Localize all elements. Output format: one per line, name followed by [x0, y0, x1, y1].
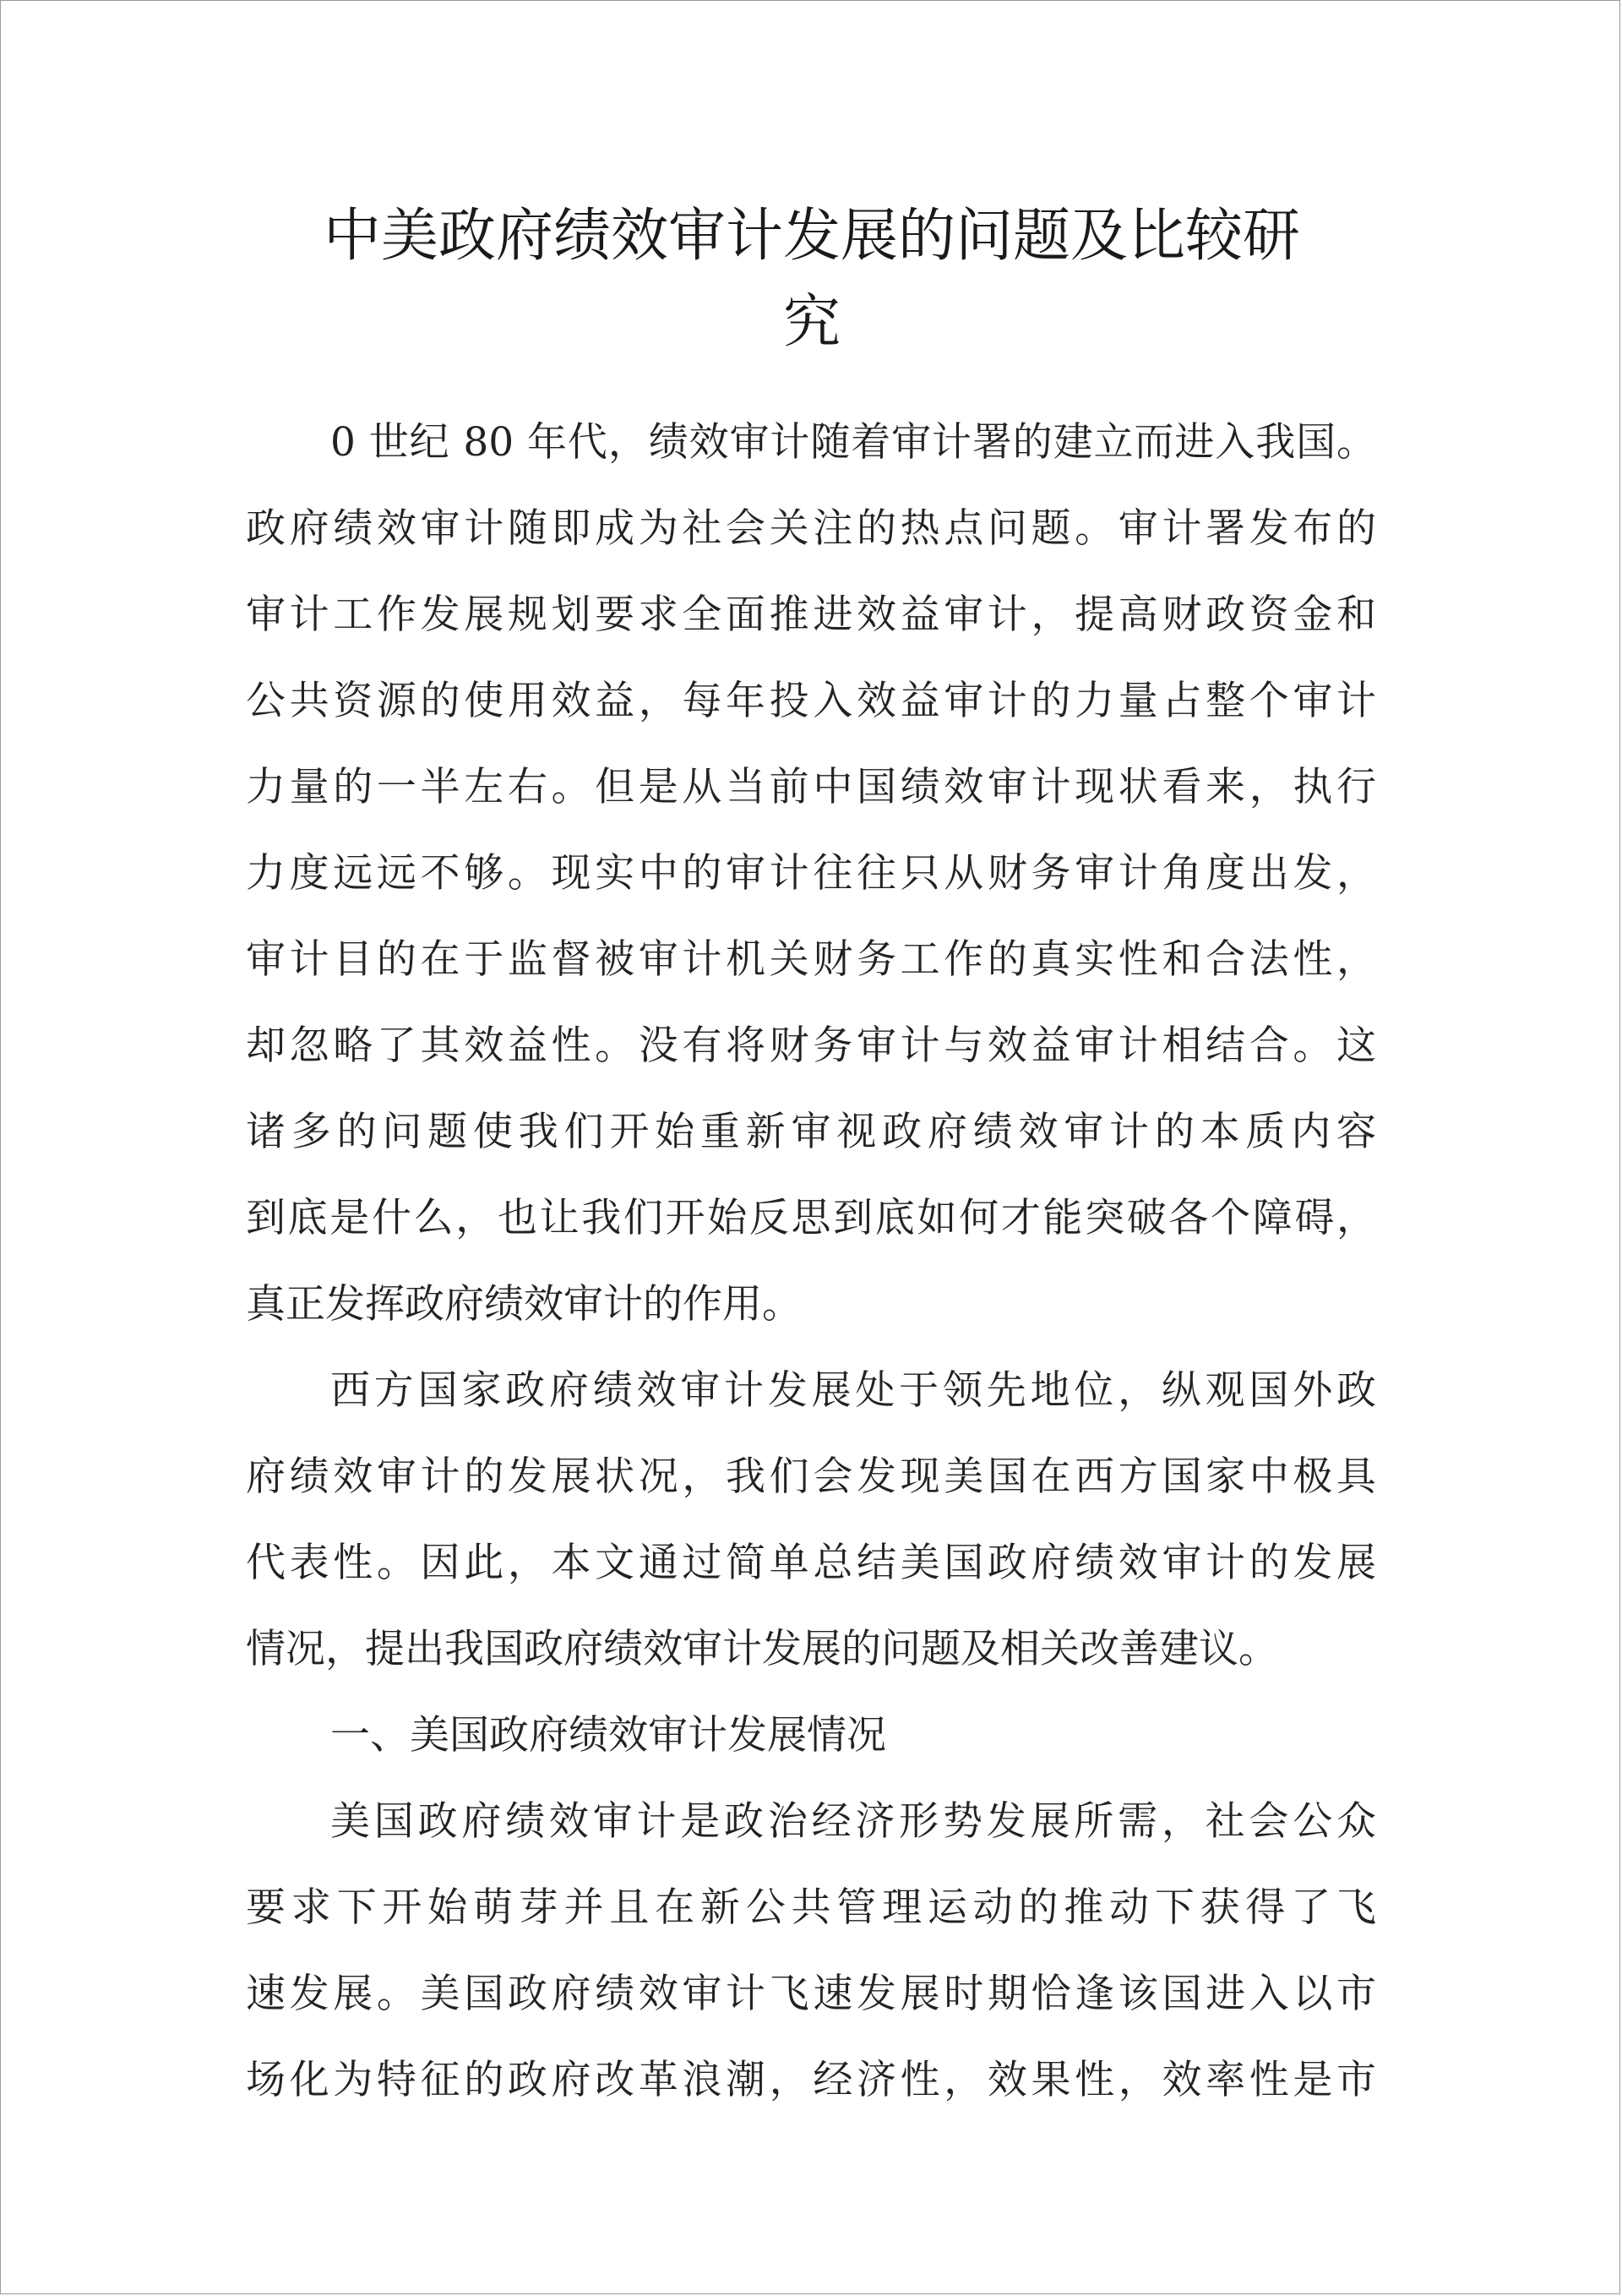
text-line: 真正发挥政府绩效审计的作用。: [246, 1281, 802, 1328]
text-line: 美国政府绩效审计是政治经济形势发展所需，社会公众: [330, 1798, 1376, 1845]
section-heading: [246, 1693, 1376, 1779]
text-line: 代表性。因此，本文通过简单总结美国政府绩效审计的发展: [246, 1540, 1376, 1586]
text-line: 到底是什么，也让我们开始反思到底如何才能突破各个障碍，: [246, 1195, 1376, 1241]
document-body: [246, 400, 1376, 2124]
text-line: 西方国家政府绩效审计发展处于领先地位，纵观国外政: [330, 1367, 1376, 1414]
text-line: 0 世纪 80 年代，绩效审计随着审计署的建立而进入我国。: [330, 419, 1376, 466]
text-line: 速发展。美国政府绩效审计飞速发展时期恰逢该国进入以市: [246, 1971, 1376, 2017]
document-title: [246, 194, 1378, 366]
text-line: 情况，提出我国政府绩效审计发展的问题及相关改善建议。: [246, 1626, 1278, 1672]
title-line-1: 中美政府绩效审计发展的问题及比较研: [323, 203, 1300, 270]
title-line-2: 究: [782, 289, 841, 356]
text-line: 审计目的在于监督被审计机关财务工作的真实性和合法性，: [246, 936, 1376, 983]
text-line: 公共资源的使用效益，每年投入效益审计的力量占整个审计: [246, 678, 1376, 724]
text-line: 却忽略了其效益性。没有将财务审计与效益审计相结合。这: [246, 1023, 1376, 1069]
text-line: 诸多的问题使我们开始重新审视政府绩效审计的本质内容: [246, 1109, 1376, 1155]
paragraph-western: [246, 1348, 1376, 1693]
text-line: 场化为特征的政府改革浪潮，经济性，效果性，效率性是市: [246, 2057, 1376, 2103]
text-line: 力量的一半左右。但是从当前中国绩效审计现状看来，执行: [246, 764, 1376, 810]
paragraph-intro: [246, 400, 1376, 1348]
text-line: 审计工作发展规划要求全面推进效益审计，提高财政资金和: [246, 592, 1376, 638]
text-line: 力度远远不够。现实中的审计往往只从财务审计角度出发，: [246, 850, 1376, 897]
text-line: 政府绩效审计随即成为社会关注的热点问题。审计署发布的: [246, 505, 1376, 552]
text-line: 府绩效审计的发展状况，我们会发现美国在西方国家中极具: [246, 1453, 1376, 1500]
paragraph-us: [246, 1779, 1376, 2124]
text-line: 要求下开始萌芽并且在新公共管理运动的推动下获得了飞: [246, 1884, 1376, 1931]
section-heading-text: 一、美国政府绩效审计发展情况: [330, 1712, 886, 1759]
